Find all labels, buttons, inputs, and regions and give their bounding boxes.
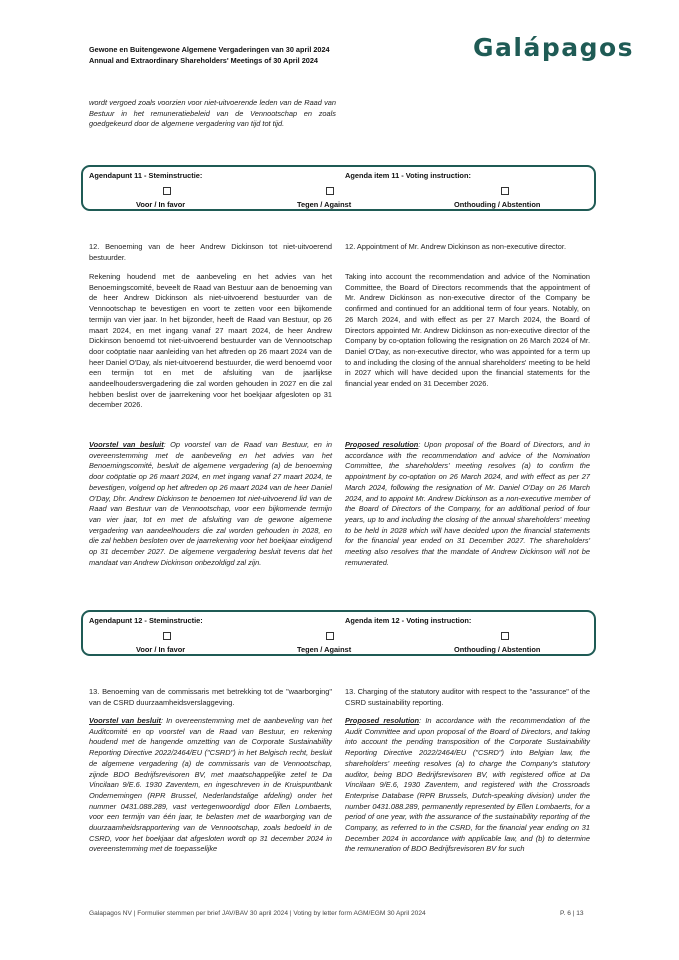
voting-title-en: Agenda item 12 - Voting instruction: [345, 616, 472, 625]
item12-resolution-en [345, 440, 590, 568]
resolution-text-en: : In accordance with the recommendation of the Audit Committee and upon proposal of the Board of Directors, and taking into account the pending transposition of the Corporate Sustainability Reporting Directive 2022/2464/EU ("CSRD") into Belgian law, the shareholders' meeting resolves (a) to charge the Company's statutory auditor, being BDO Bedrijfsrevisoren BV, with registered office at Da Vincilaan 9/E.6, 1930 Zaventem, and registered with the Crossroads Enterprise Database (RPR Brussels, Dutch-speaking division) under the number 0431.088.289, permanently represented by Ellen Lombaerts, for a period of one year, with the assurance of the sustainability reporting of the Company, as referred to in the CSRD, for the financial year ending on 31 December 2024 in accordance with applicable law, and (b) to determine the remuneration of BDO Bedrijfsrevisoren BV for such [345, 716, 590, 854]
voting-title-nl: Agendapunt 12 - Steminstructie: [89, 616, 203, 625]
item13-heading-en: 13. Charging of the statutory auditor with respect to the "assurance" of the CSRD sustainability reporting. [345, 687, 590, 707]
item13-resolution-nl [89, 716, 332, 855]
option-abstention-label: Onthouding / Abstention [454, 200, 541, 209]
checkbox-in-favor[interactable] [163, 632, 171, 640]
checkbox-against[interactable] [326, 632, 334, 640]
checkbox-abstention[interactable] [501, 632, 509, 640]
document-header [89, 44, 330, 66]
checkbox-in-favor[interactable] [163, 187, 171, 195]
voting-box-item-12 [81, 610, 596, 656]
item13-resolution-en [345, 716, 590, 855]
voting-title-nl: Agendapunt 11 - Steminstructie: [89, 171, 203, 180]
galapagos-logo: Galápagos [473, 33, 635, 62]
option-in-favor-label: Voor / In favor [136, 200, 186, 209]
header-title-nl: Gewone en Buitengewone Algemene Vergaderingen van 30 april 2024 [89, 45, 330, 54]
item12-body-nl: Rekening houdend met de aanbeveling en het advies van het Benoemingscomité, beveelt de Raad van Bestuur aan de benoeming van de heer Andrew Dickinson als niet-uitvoerend bestuurder van de Vennootschap te bevestigen en voort te zetten voor een bijkomende termijn van vier jaar. In het bijzonder, heeft de Raad van Bestuur, op 26 maart 2024, en met ingang vanaf 27 maart 2024, de heer Andrew Dickinson benoemd tot niet-uitvoerend bestuurder van de Vennootschap door coöptatie naar aanleiding van het aftreden op 26 maart 2024 van de heer Daniel O'Day, als niet-uitvoerend bestuurder, die werd benoemd voor een termijn tot en met de afsluiting van de jaarlijkse aandeelhoudersvergadering die zal worden gehouden in 2027 en die zal hebben beslist over de jaarrekening voor het boekjaar afgesloten op 31 december 2026. [89, 272, 332, 410]
checkbox-abstention[interactable] [501, 187, 509, 195]
option-in-favor-label: Voor / In favor [136, 645, 186, 654]
voting-box-item-11 [81, 165, 596, 211]
resolution-text-nl: : Op voorstel van de Raad van Bestuur, en in overeenstemming met de aanbeveling en het advies van het Benoemingscomité, besluit de algemene vergadering (a) de benoeming door coöptatie op 26 maart 2024, en met ingang vanaf 27 maart 2024, te bevestigen, volgend op het aftreden op 26 maart 2024 van de heer Daniel O'Day, Dhr. Andrew Dickinson te benoemen tot niet-uitvoerend lid van de Raad van Bestuur van de Vennootschap, voor een bijkomende termijn van vier jaar, tot en met de afsluiting van de gewone algemene vergadering van aandeelhouders die zal worden gehouden in 2028, en die zal hebben besloten over de jaarrekening voor het boekjaar eindigend op 31 december 2027. De algemene vergadering besluit tevens dat het mandaat van Andrew Dickinson onbezoldigd zal zijn. [89, 440, 332, 567]
resolution-label-en: Proposed resolution [345, 716, 420, 725]
option-against-label: Tegen / Against [297, 200, 352, 209]
item12-resolution-nl [89, 440, 332, 568]
resolution-label-nl: Voorstel van besluit [89, 716, 161, 725]
item13-heading-nl: 13. Benoeming van de commissaris met betrekking tot de "waarborging" van de CSRD duurzaamheidsverslaggeving. [89, 687, 332, 707]
item12-heading-en: 12. Appointment of Mr. Andrew Dickinson as non-executive director. [345, 242, 567, 251]
resolution-text-en: : Upon proposal of the Board of Directors, and in accordance with the recommendation and advice of the Nomination Committee, the shareholders' meeting resolves (a) to confirm the appointment by co-optation on 26 March 2024, and with effect as per 27 March 2024, following the resignation of Mr. Daniel O'Day on 26 March 2024, and to appoint Mr. Andrew Dickinson as a non-executive member of the Board of Directors of the Company, for an additional period of four years, up to and including the closing of the annual shareholders' meeting to be held in 2028 which will have decided upon the financial statements for the financial year ended on 31 December 2027. The shareholders' meeting also resolves that the mandate of Andrew Dickinson will not be remunerated. [345, 440, 590, 567]
intro-text: wordt vergoed zoals voorzien voor niet-uitvoerende leden van de Raad van Bestuur in het remuneratiebeleid van de Vennootschap en zoals goedgekeurd door de algemene vergadering van tijd tot tijd. [89, 98, 336, 129]
resolution-label-en: Proposed resolution [345, 440, 419, 449]
page-number: P. 6 | 13 [560, 910, 584, 917]
resolution-text-nl: : In overeenstemming met de aanbeveling van het Auditcomité en op voorstel van de Raad van Bestuur, en rekening houdend met de hangende omzetting van de Corporate Sustainability Reporting Directive 2022/2464/EU ("CSRD") in het Belgisch recht, besluit de algemene vergadering (a) de commissaris van de Vennootschap, zijnde BDO Bedrijfsrevisoren BV, met maatschappelijke zetel te Da Vincilaan 9/E.6. 1930 Zaventem, en ingeschreven in de Kruispuntbank Ondernemingen (RPR Brussel, Nederlandstalige afdeling) onder het nummer 0431.088.289, vast vertegenwoordigd door Ellen Lombaerts, voor een termijn van één jaar, te belasten met de waarborging van de duurzaamheidsrapportering van de Vennootschap, zoals bedoeld in de CSRD, voor het boekjaar dat afgesloten wordt op 31 december 2024 in overeenstemming met de toepasselijke [89, 716, 332, 854]
option-against-label: Tegen / Against [297, 645, 352, 654]
option-abstention-label: Onthouding / Abstention [454, 645, 541, 654]
checkbox-against[interactable] [326, 187, 334, 195]
item12-body-en: Taking into account the recommendation and advice of the Nomination Committee, the Board of Directors recommends that the appointment of Mr. Andrew Dickinson as non-executive director of the Company be confirmed and continued for an additional term of four years. Notably, on 26 March 2024, and with effect as per 27 March 2024, the Board of Directors appointed Mr. Andrew Dickinson as non-executive director of the Company by co-optation following the resignation on 26 March 2024 of Mr. Daniel O'Day, as non-executive director, who was appointed for a term up to and including the closing of the annual shareholders' meeting to be held in 2027 which will have decided upon the financial statements for the financial year ended on 31 December 2026. [345, 272, 590, 389]
voting-title-en: Agenda item 11 - Voting instruction: [345, 171, 471, 180]
header-title-en: Annual and Extraordinary Shareholders' Meetings of 30 April 2024 [89, 56, 318, 65]
item12-heading-nl: 12. Benoeming van de heer Andrew Dickinson tot niet-uitvoerend bestuurder. [89, 242, 332, 262]
resolution-label-nl: Voorstel van besluit [89, 440, 164, 449]
footer-text: Galapagos NV | Formulier stemmen per brief JAV/BAV 30 april 2024 | Voting by letter form AGM/EGM 30 April 2024 [89, 910, 426, 917]
